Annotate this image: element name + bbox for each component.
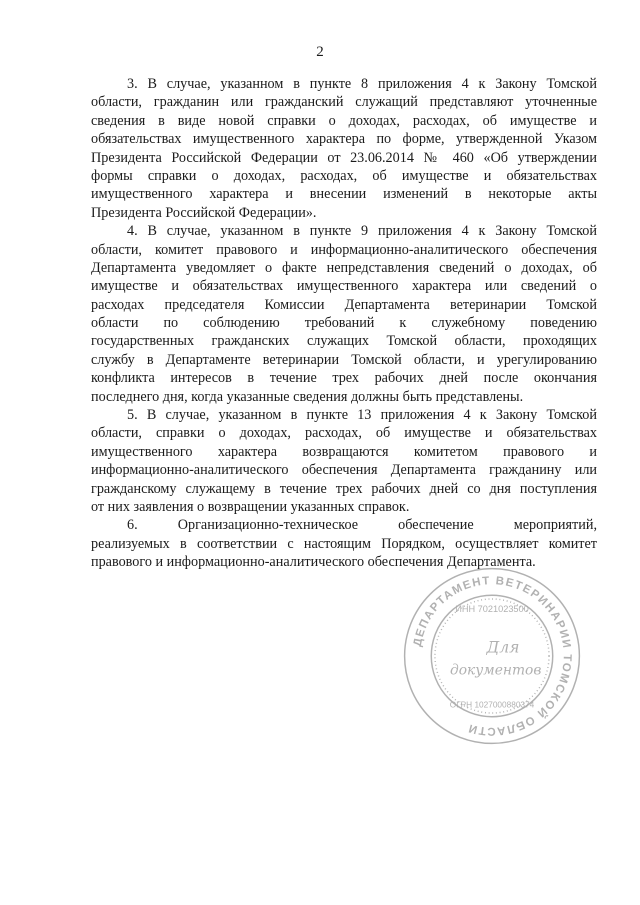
paragraph-4 bbox=[91, 222, 597, 406]
paragraph-line: Департамента уведомляет о факте непредставления сведений о доходах, об bbox=[91, 259, 597, 276]
paragraph-line: правового и информационно-аналитического обеспечения Департамента. bbox=[91, 554, 536, 571]
paragraph-line: информационно-аналитического обеспечения Департамента гражданину или bbox=[91, 462, 597, 479]
paragraph-line: области, справки о доходах, расходах, об имуществе и обязательствах bbox=[91, 425, 597, 442]
paragraph-line: имущественного характера и внесении изменений в некоторые акты bbox=[91, 186, 597, 203]
paragraph-line: формы справки о доходах, расходах, об имуществе и обязательствах bbox=[91, 167, 597, 184]
paragraph-line: 4. В случае, указанном в пункте 9 приложения 4 к Закону Томской bbox=[127, 223, 597, 240]
document-body bbox=[91, 75, 597, 572]
paragraph-5 bbox=[91, 406, 597, 516]
paragraph-line: службу в Департаменте ветеринарии Томской области, и урегулированию bbox=[91, 351, 597, 368]
paragraph-line: сведения в виде новой справки о доходах, расходах, об имуществе и bbox=[91, 112, 597, 129]
paragraph-line: Президента Российской Федерации от 23.06.2014 № 460 «Об утверждении bbox=[91, 149, 597, 166]
paragraph-line: области, комитет правового и информационно-аналитического обеспечения bbox=[91, 241, 597, 258]
paragraph-line: реализуемых в соответствии с настоящим Порядком, осуществляет комитет bbox=[91, 535, 597, 552]
paragraph-line: имуществе и обязательствах имущественного характера или сведений о bbox=[91, 278, 597, 295]
page-number: 2 bbox=[316, 44, 324, 60]
paragraph-3 bbox=[91, 75, 597, 222]
paragraph-line: от них заявления о возвращении указанных справок. bbox=[91, 498, 410, 515]
paragraph-line: обязательствах имущественного характера по форме, утвержденной Указом bbox=[91, 131, 597, 148]
paragraph-line: последнего дня, когда указанные сведения должны быть представлены. bbox=[91, 388, 524, 405]
paragraph-line: Президента Российской Федерации». bbox=[91, 204, 317, 221]
paragraph-line: гражданскому служащему в течение трех рабочих дней со дня поступления bbox=[91, 480, 597, 497]
stamp-center-line2: документов bbox=[449, 662, 542, 679]
stamp-center-line1: Для bbox=[486, 637, 520, 657]
paragraph-line: области, гражданин или гражданский служащий представляют уточненные bbox=[91, 94, 597, 111]
paragraph-line: расходах председателя Комиссии Департамента ветеринарии Томской bbox=[91, 296, 597, 313]
stamp-inn: ИНН 7021023500 bbox=[455, 603, 529, 614]
official-stamp bbox=[400, 564, 584, 748]
stamp-ogrn: ОГРН 1027000880374 bbox=[449, 700, 535, 710]
paragraph-line: области по соблюдению требований к служебному поведению bbox=[91, 315, 597, 332]
paragraph-line: 3. В случае, указанном в пункте 8 приложения 4 к Закону Томской bbox=[127, 76, 597, 92]
paragraph-line: имущественного характера возвращаются комитетом правового и bbox=[91, 443, 597, 460]
paragraph-line: 5. В случае, указанном в пункте 13 приложения 4 к Закону Томской bbox=[127, 407, 597, 424]
paragraph-line: государственных гражданских служащих Томской области, проходящих bbox=[91, 333, 597, 350]
paragraph-line: конфликта интересов в течение трех рабочих дней после окончания bbox=[91, 370, 597, 387]
paragraph-line: 6. Организационно-техническое обеспечение мероприятий, bbox=[127, 517, 597, 534]
stamp-ring-text: ДЕПАРТАМЕНТ ВЕТЕРИНАРИИ ТОМСКОЙ ОБЛАСТИ bbox=[411, 575, 573, 737]
